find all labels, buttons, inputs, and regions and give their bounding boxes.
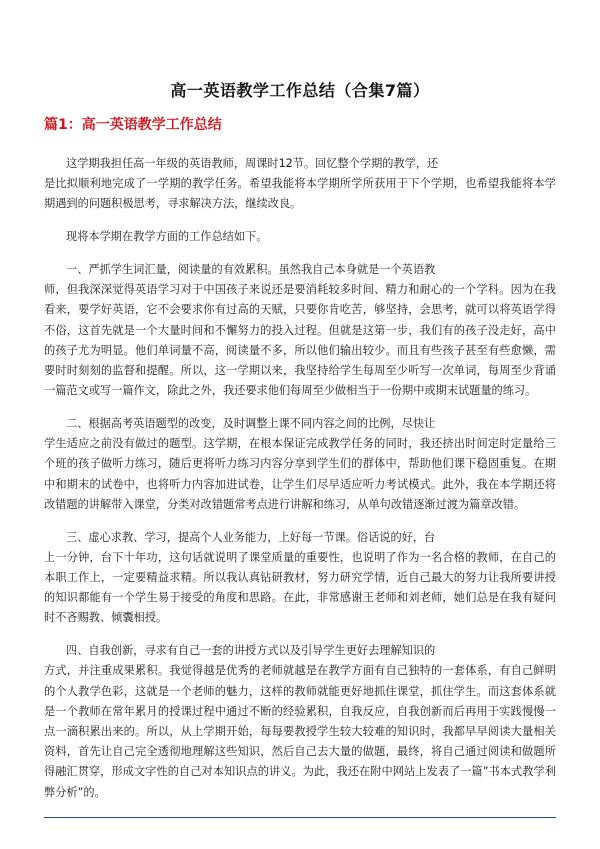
- paragraph-continuation: 师，但我深深觉得英语学习对于中国孩子来说还是要消耗较多时间、精力和耐心的一个学科。因为在我看来，要学好英语，它不会要求你有过高的天赋，只要你肯吃苦，够坚持，会思考，就可以将英语学得不俗，这首先就是一个大量时间和不懈努力的投入过程。但就是这第一步，我们有的孩子没走好，高中的孩子尤为明显。他们单词量不高，阅读量不多，所以他们输出较少。而且有些孩子甚至有些愈懒，需要时时刻刻的监督和提醒。所以，这一学期以来，我坚持给学生每周至少听写一次单词，每周至少背诵一篇范文或写一篇作文，除此之外，我还要求他们每周至少做相当于一份期中或期末试题量的练习。: [44, 283, 556, 398]
- paragraph-continuation: 上一分钟，台下十年功，这句话就说明了课堂质量的重要性，也说明了作为一名合格的教师，在自己的本职工作上，一定要精益求精。所以我认真钻研教材，努力研究学情，近自己最大的努力让我所要讲授的知识都能有一个学生易于接受的角度和思路。在此，非常感谢王老师和刘老师，她们总是在我有疑问时不吝赐教、倾囊相授。: [44, 550, 556, 625]
- paragraph-point-1: [44, 260, 556, 401]
- paragraph-point-3: [44, 528, 556, 629]
- paragraph-summary-lead: [44, 227, 556, 247]
- paragraph-first-line: 四、自我创新，寻求有自己一套的讲授方式以及引导学生更好去理解知识的: [66, 644, 436, 658]
- paragraph-point-2: [44, 414, 556, 515]
- paragraph-continuation: 学生适应之前没有做过的题型。这学期，在根本保证完成教学任务的同时，我还挤出时间定时定量给三个班的孩子做听力练习，随后更将听力练习内容分享到学生们的群体中，帮助他们课下稳固重复。在期中和期末的试卷中，也将听力内容加进试卷，让学生们尽早适应听力考试模式。此外，我在本学期还将改错题的讲解带入课堂，分类对改错题常考点进行讲解和练习，从单句改错逐渐过渡为篇章改错。: [44, 437, 556, 511]
- paragraph-point-4: [44, 641, 556, 803]
- paragraph-first-line: 现将本学期在教学方面的工作总结如下。: [66, 230, 268, 244]
- section-heading: 篇1：高一英语教学工作总结: [44, 117, 222, 133]
- paragraph-first-line: 一、严抓学生词汇量，阅读量的有效累积。虽然我自己本身就是一个英语教: [66, 263, 436, 276]
- paragraph-first-line: 二、根据高考英语题型的改变，及时调整上课不同内容之间的比例，尽快让: [66, 417, 436, 431]
- paragraph-intro: [44, 154, 556, 215]
- paragraph-continuation: 方式，并注重成果累积。我觉得越是优秀的老师就越是在教学方面有自己独特的一套体系，有自己鲜明的个人教学色彩，这就是一个老师的魅力，这样的教师就能更好地抓住课堂，抓住学生。而这套体系就是一个教师在常年累月的授课过程中通过不断的经验累积，自我反应，自我创新而后再用于实践慢慢一点一滴积累出来的。所以，从上学期开始，每每要教授学生较大较难的知识时，我都早早阅读大量相关资料，首先让自己完全透彻地理解这些知识，然后自己去大量的做题，最终，将自己通过阅读和做题所得融汇贯穿，形成文字性的自己对本知识点的讲义。为此，我还在附中网站上发表了一篇”书本式教学利弊分析”的。: [44, 664, 556, 799]
- document-title: 高一英语教学工作总结（合集7篇）: [170, 81, 430, 100]
- paragraph-continuation: 是比拟顺利地完成了一学期的教学任务。希望我能将本学期所学所获用于下个学期，也希望我能将本学期遇到的问题积极思考，寻求解决方法，继续改良。: [44, 177, 556, 211]
- paragraph-first-line: 这学期我担任高一年级的英语教师，周课时12节。回忆整个学期的教学，还: [66, 157, 439, 170]
- paragraph-first-line: 三、虚心求教、学习，提高个人业务能力，上好每一节课。俗话说的好，台: [66, 530, 436, 544]
- document-body: [44, 154, 556, 803]
- footer-divider: [44, 817, 556, 818]
